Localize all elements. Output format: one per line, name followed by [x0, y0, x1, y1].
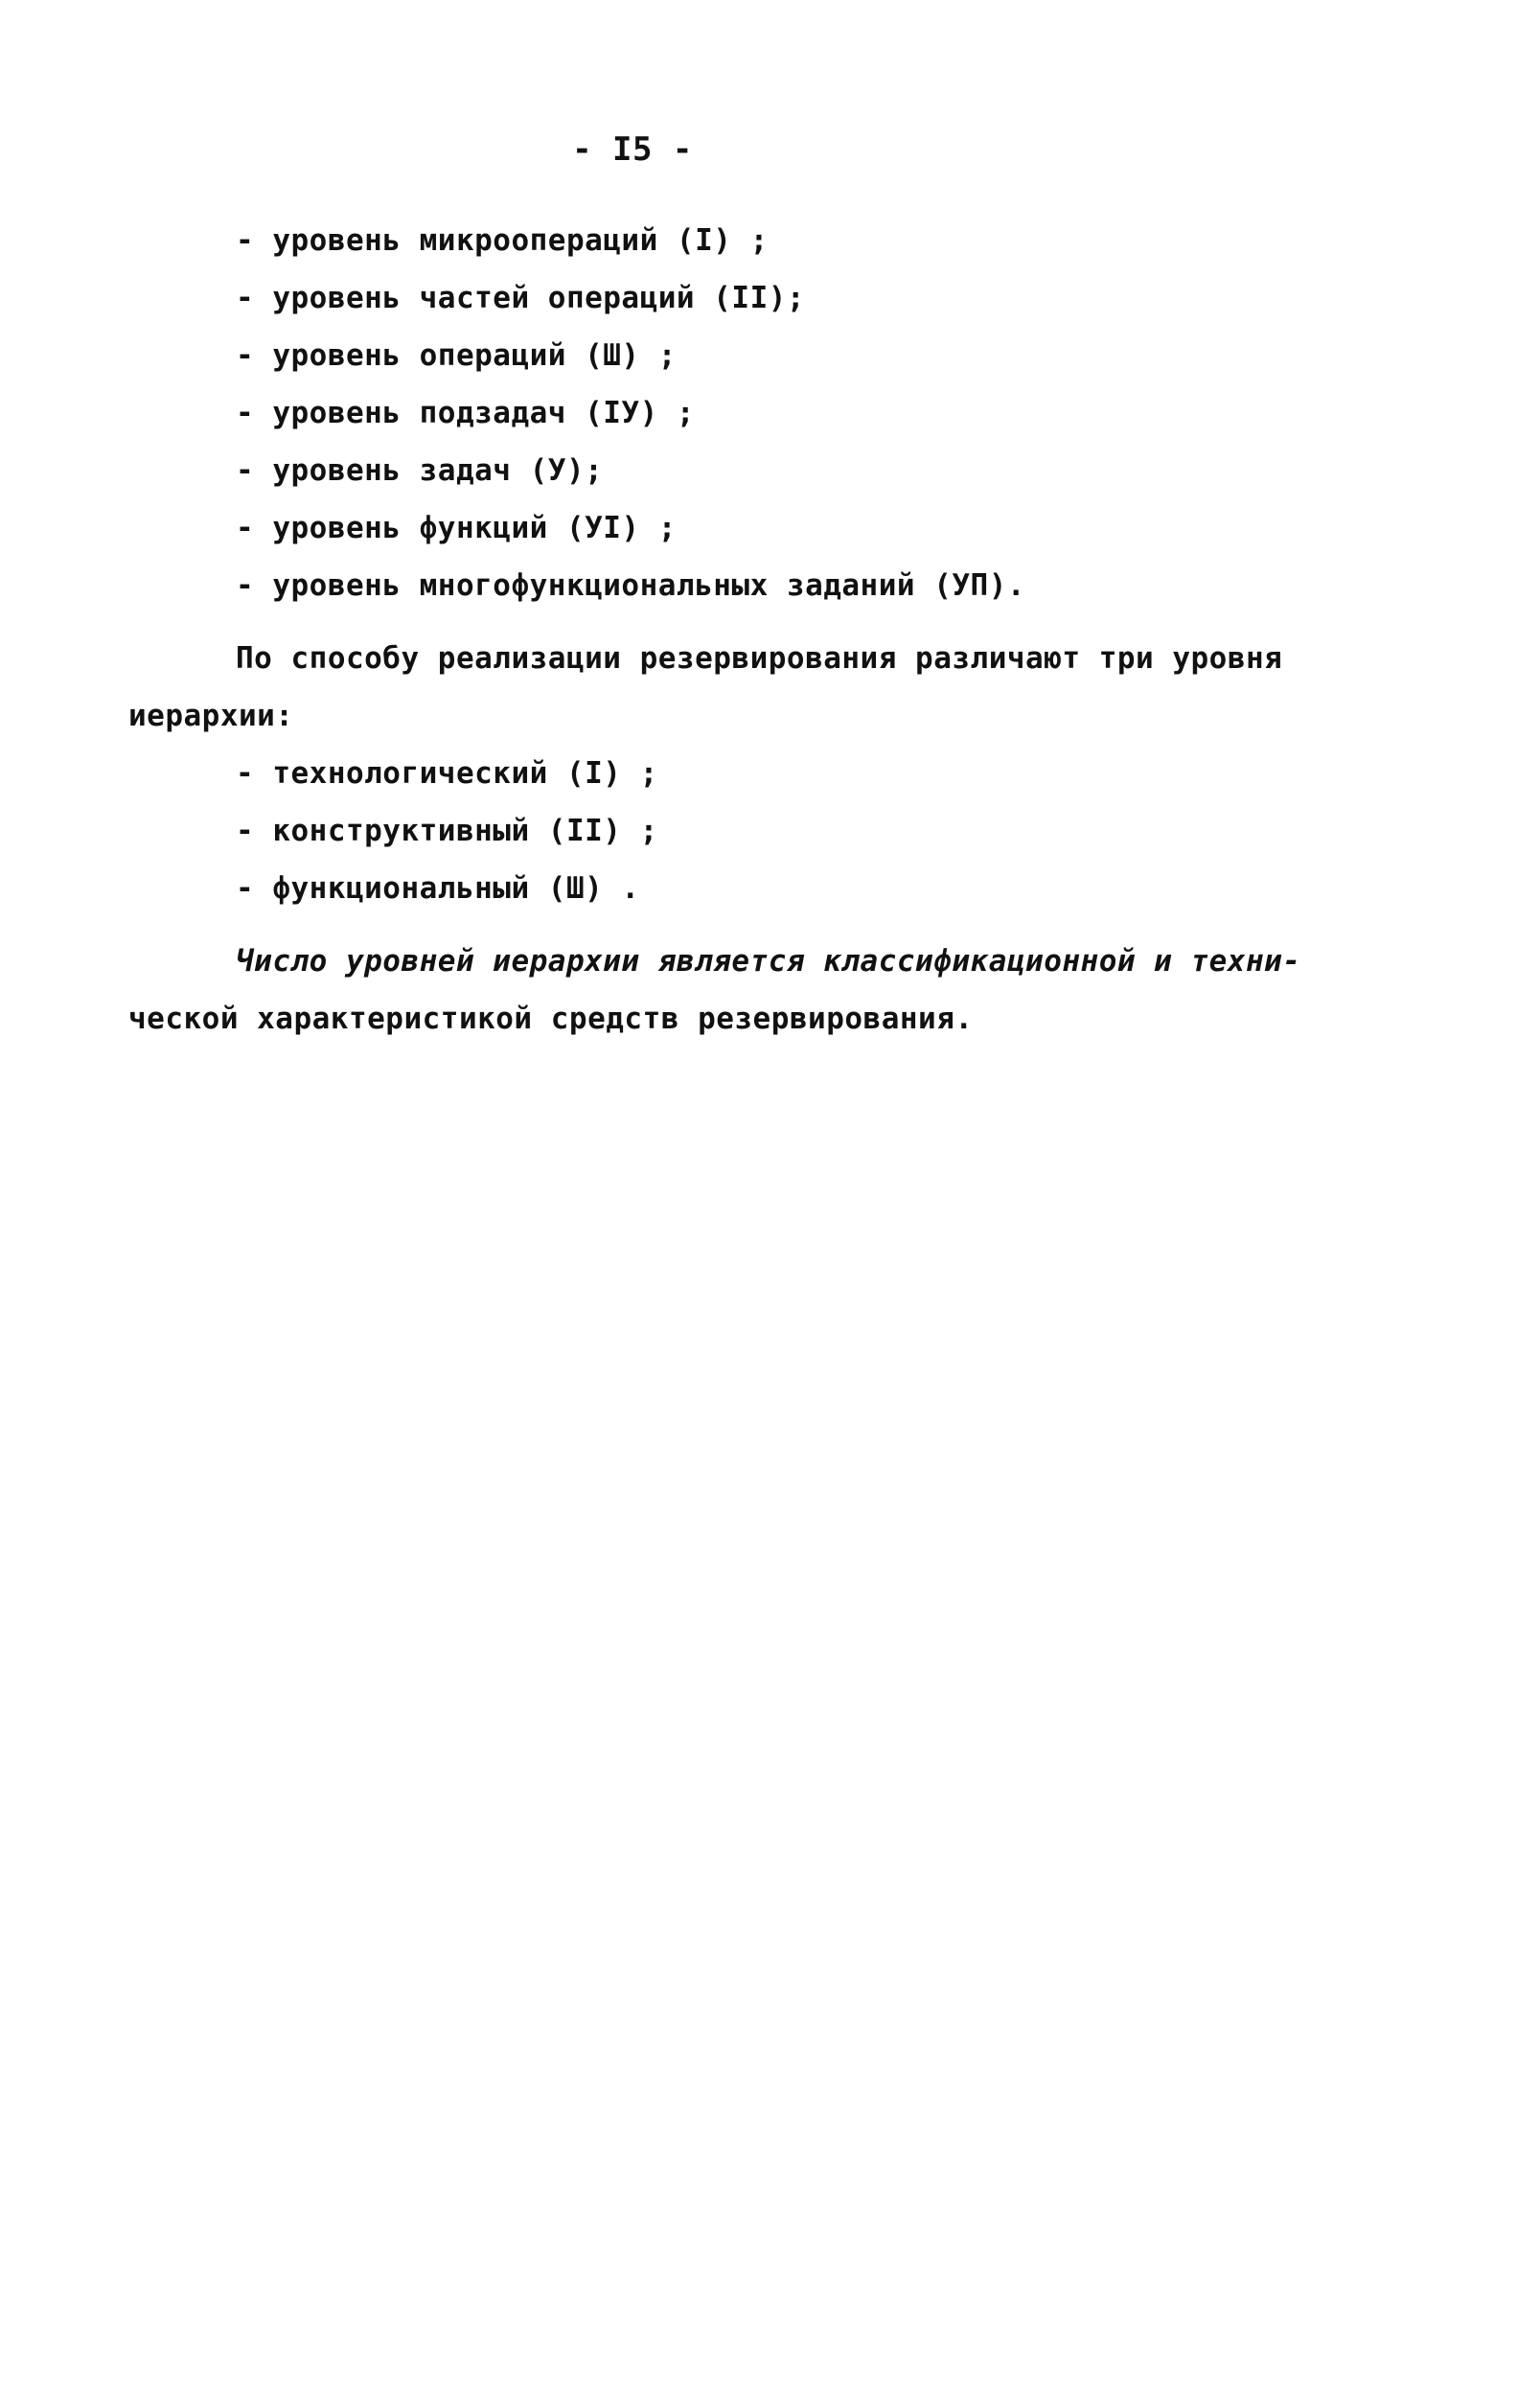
- paragraph-line: иерархии:: [128, 699, 294, 733]
- list-item: - уровень функций (УI) ;: [236, 511, 677, 545]
- list-item: - конструктивный (II) ;: [236, 814, 658, 848]
- list-item: - уровень частей операций (II);: [236, 281, 806, 315]
- list-item: - уровень микроопераций (I) ;: [236, 223, 769, 258]
- list-item: - технологический (I) ;: [236, 756, 658, 791]
- list-item: - уровень операций (Ш) ;: [236, 338, 677, 373]
- list-item: - уровень подзадач (IУ) ;: [236, 396, 696, 430]
- paragraph-line: Число уровней иерархии является классификационной и техни-: [236, 944, 1301, 979]
- paragraph-line: ческой характеристикой средств резервирования.: [128, 1002, 974, 1036]
- list-item: - функциональный (Ш) .: [236, 871, 640, 906]
- paragraph-line: По способу реализации резервирования различают три уровня: [236, 641, 1283, 676]
- page-number: - I5 -: [572, 130, 693, 169]
- list-item: - уровень многофункциональных заданий (УП).: [236, 568, 1026, 603]
- list-item: - уровень задач (У);: [236, 453, 604, 488]
